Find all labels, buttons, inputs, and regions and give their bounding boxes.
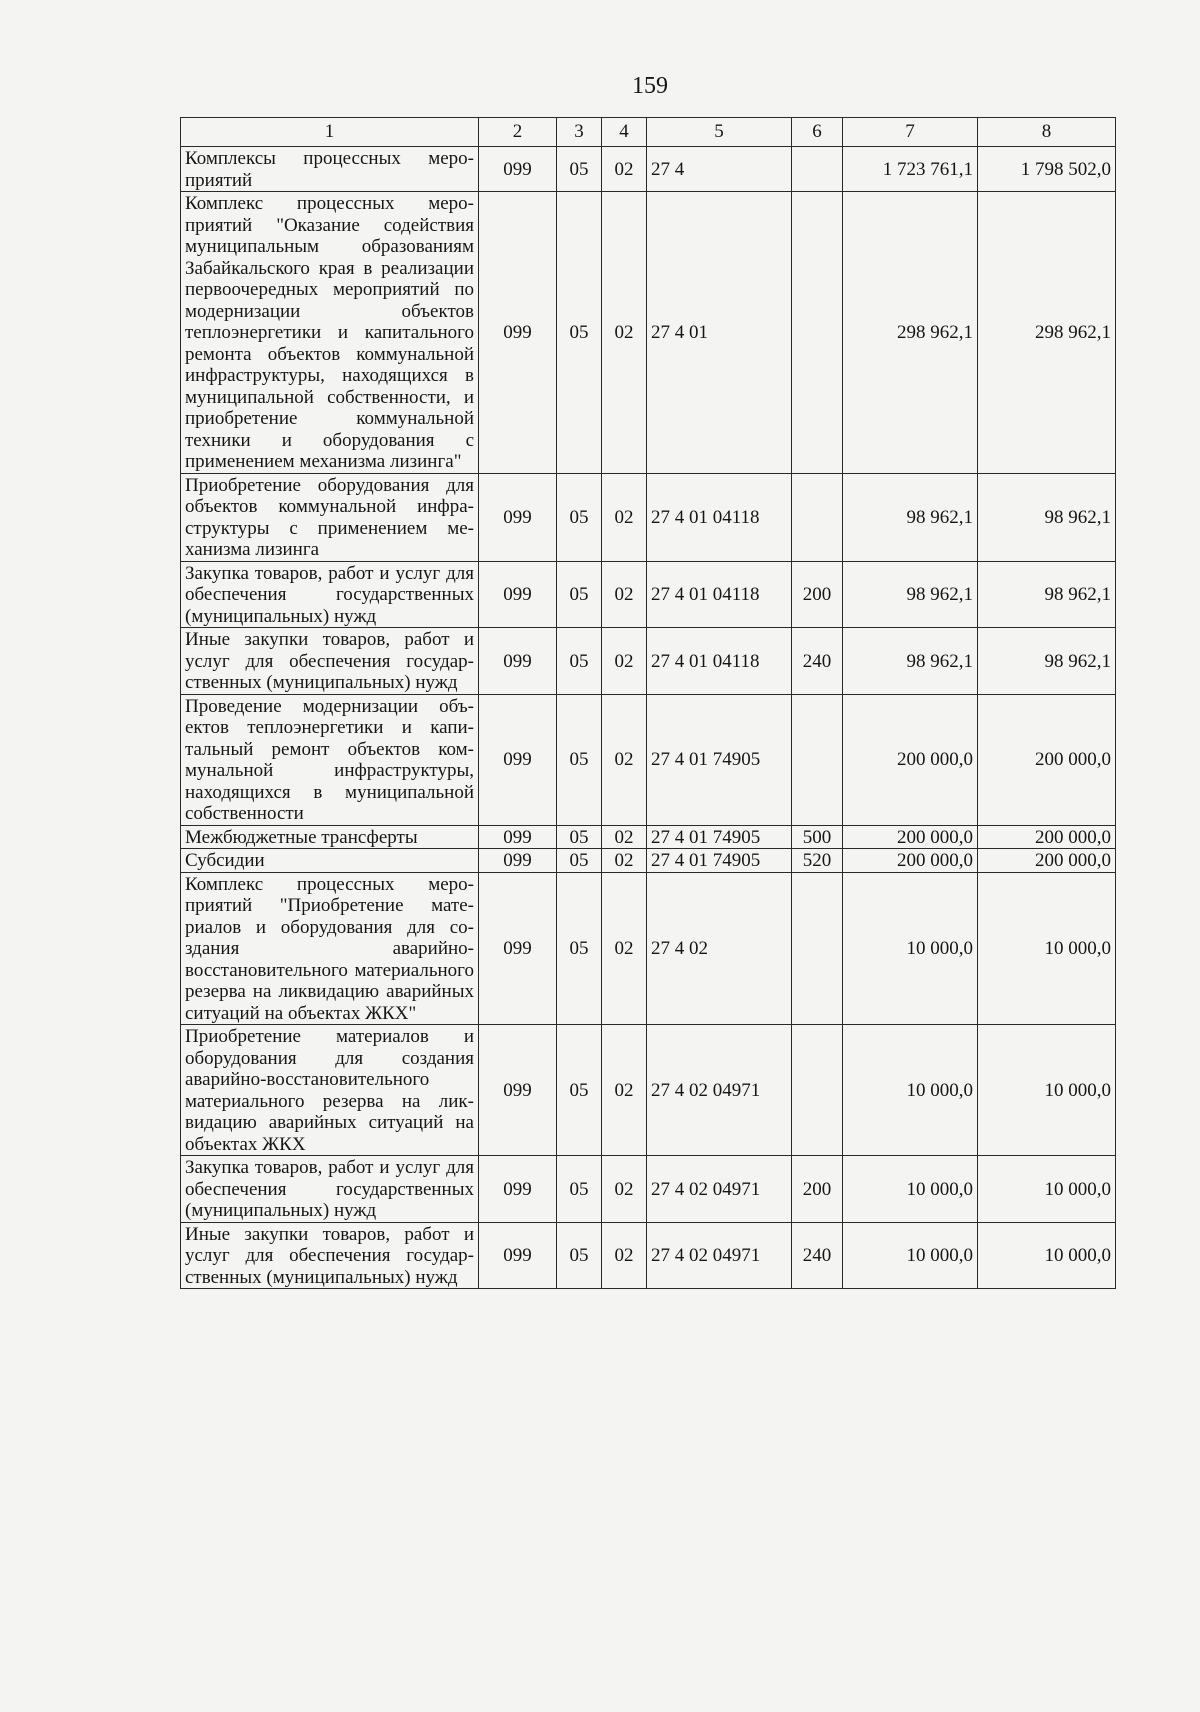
cell-admin-code: 099 bbox=[479, 628, 557, 695]
cell-expense-type bbox=[792, 192, 843, 474]
cell-section: 05 bbox=[557, 694, 602, 825]
header-cell: 5 bbox=[647, 118, 792, 147]
table-row bbox=[181, 872, 1116, 1025]
cell-expense-type: 520 bbox=[792, 849, 843, 873]
cell-subsection: 02 bbox=[602, 694, 647, 825]
cell-target-article: 27 4 01 04118 bbox=[647, 473, 792, 561]
cell-target-article: 27 4 02 04971 bbox=[647, 1156, 792, 1223]
table-row bbox=[181, 849, 1116, 873]
cell-expense-type bbox=[792, 473, 843, 561]
cell-target-article: 27 4 bbox=[647, 147, 792, 192]
table-row bbox=[181, 473, 1116, 561]
cell-admin-code: 099 bbox=[479, 694, 557, 825]
cell-subsection: 02 bbox=[602, 192, 647, 474]
cell-amount-col7: 10 000,0 bbox=[843, 872, 978, 1025]
budget-table bbox=[180, 117, 1116, 1289]
cell-admin-code: 099 bbox=[479, 147, 557, 192]
table-row bbox=[181, 694, 1116, 825]
cell-admin-code: 099 bbox=[479, 473, 557, 561]
cell-amount-col8: 1 798 502,0 bbox=[978, 147, 1116, 192]
cell-expense-type: 200 bbox=[792, 561, 843, 628]
cell-amount-col8: 10 000,0 bbox=[978, 872, 1116, 1025]
cell-amount-col7: 10 000,0 bbox=[843, 1156, 978, 1223]
row-name: Проведение модернизации объектов теплоэнергетики и капитальный ремонт объектов коммунальной инфраструктуры, находящихся в муниципальной собственности bbox=[181, 694, 479, 825]
cell-target-article: 27 4 01 74905 bbox=[647, 849, 792, 873]
cell-section: 05 bbox=[557, 1025, 602, 1156]
cell-expense-type bbox=[792, 1025, 843, 1156]
cell-subsection: 02 bbox=[602, 473, 647, 561]
row-name: Комплекс процессных мероприятий "Приобретение материалов и оборудования для создания аварийно-восстановительного материального резерва на ликвидацию аварийных ситуаций на объектах ЖКХ" bbox=[181, 872, 479, 1025]
cell-subsection: 02 bbox=[602, 147, 647, 192]
cell-target-article: 27 4 02 bbox=[647, 872, 792, 1025]
cell-amount-col7: 200 000,0 bbox=[843, 825, 978, 849]
row-name: Иные закупки товаров, работ и услуг для обеспечения государственных (муниципальных) нужд bbox=[181, 1222, 479, 1289]
cell-expense-type: 240 bbox=[792, 628, 843, 695]
table-row bbox=[181, 825, 1116, 849]
row-name: Приобретение материалов и оборудования для создания аварийно-восстановительного материального резерва на ликвидацию аварийных ситуаций на объектах ЖКХ bbox=[181, 1025, 479, 1156]
cell-admin-code: 099 bbox=[479, 1156, 557, 1223]
table-row bbox=[181, 1025, 1116, 1156]
cell-admin-code: 099 bbox=[479, 1222, 557, 1289]
cell-section: 05 bbox=[557, 561, 602, 628]
header-cell: 4 bbox=[602, 118, 647, 147]
cell-subsection: 02 bbox=[602, 1025, 647, 1156]
cell-expense-type: 200 bbox=[792, 1156, 843, 1223]
header-row bbox=[181, 118, 1116, 147]
table-row bbox=[181, 192, 1116, 474]
table-row bbox=[181, 1156, 1116, 1223]
cell-amount-col7: 10 000,0 bbox=[843, 1025, 978, 1156]
table-row bbox=[181, 628, 1116, 695]
cell-target-article: 27 4 01 74905 bbox=[647, 694, 792, 825]
cell-section: 05 bbox=[557, 1222, 602, 1289]
cell-expense-type bbox=[792, 694, 843, 825]
cell-amount-col8: 98 962,1 bbox=[978, 628, 1116, 695]
cell-target-article: 27 4 01 bbox=[647, 192, 792, 474]
cell-expense-type: 240 bbox=[792, 1222, 843, 1289]
cell-subsection: 02 bbox=[602, 561, 647, 628]
row-name: Иные закупки товаров, работ и услуг для обеспечения государственных (муниципальных) нужд bbox=[181, 628, 479, 695]
cell-subsection: 02 bbox=[602, 872, 647, 1025]
cell-section: 05 bbox=[557, 872, 602, 1025]
cell-target-article: 27 4 02 04971 bbox=[647, 1222, 792, 1289]
cell-amount-col8: 10 000,0 bbox=[978, 1025, 1116, 1156]
header-cell: 8 bbox=[978, 118, 1116, 147]
cell-subsection: 02 bbox=[602, 1222, 647, 1289]
cell-amount-col8: 98 962,1 bbox=[978, 473, 1116, 561]
cell-subsection: 02 bbox=[602, 849, 647, 873]
cell-section: 05 bbox=[557, 192, 602, 474]
table-row bbox=[181, 147, 1116, 192]
page-number: 159 bbox=[632, 73, 668, 99]
cell-target-article: 27 4 01 04118 bbox=[647, 628, 792, 695]
cell-amount-col7: 98 962,1 bbox=[843, 628, 978, 695]
cell-section: 05 bbox=[557, 849, 602, 873]
header-cell: 3 bbox=[557, 118, 602, 147]
cell-admin-code: 099 bbox=[479, 561, 557, 628]
row-name: Комплексы процессных мероприятий bbox=[181, 147, 479, 192]
header-cell: 7 bbox=[843, 118, 978, 147]
cell-target-article: 27 4 01 04118 bbox=[647, 561, 792, 628]
cell-amount-col8: 10 000,0 bbox=[978, 1156, 1116, 1223]
table-row bbox=[181, 1222, 1116, 1289]
cell-amount-col7: 200 000,0 bbox=[843, 694, 978, 825]
cell-section: 05 bbox=[557, 825, 602, 849]
cell-amount-col7: 1 723 761,1 bbox=[843, 147, 978, 192]
cell-amount-col7: 98 962,1 bbox=[843, 561, 978, 628]
cell-amount-col7: 10 000,0 bbox=[843, 1222, 978, 1289]
cell-amount-col7: 298 962,1 bbox=[843, 192, 978, 474]
cell-expense-type: 500 bbox=[792, 825, 843, 849]
row-name: Закупка товаров, работ и услуг для обеспечения государственных (муниципальных) нужд bbox=[181, 1156, 479, 1223]
table-row bbox=[181, 561, 1116, 628]
row-name: Межбюджетные трансферты bbox=[181, 825, 479, 849]
cell-amount-col8: 98 962,1 bbox=[978, 561, 1116, 628]
cell-section: 05 bbox=[557, 1156, 602, 1223]
cell-amount-col7: 98 962,1 bbox=[843, 473, 978, 561]
header-cell: 1 bbox=[181, 118, 479, 147]
cell-amount-col7: 200 000,0 bbox=[843, 849, 978, 873]
cell-section: 05 bbox=[557, 147, 602, 192]
row-name: Субсидии bbox=[181, 849, 479, 873]
cell-subsection: 02 bbox=[602, 628, 647, 695]
cell-amount-col8: 200 000,0 bbox=[978, 694, 1116, 825]
row-name: Комплекс процессных мероприятий "Оказание содействия муниципальным образованиям Забайкальского края в реализации первоочередных мероприятий по модернизации объектов теплоэнергетики и капитального ремонта объектов коммунальной инфраструктуры, находящихся в муниципальной собственности, и приобретение коммунальной техники и оборудования с применением механизма лизинга" bbox=[181, 192, 479, 474]
cell-amount-col8: 200 000,0 bbox=[978, 825, 1116, 849]
cell-amount-col8: 298 962,1 bbox=[978, 192, 1116, 474]
cell-admin-code: 099 bbox=[479, 849, 557, 873]
cell-section: 05 bbox=[557, 628, 602, 695]
row-name: Закупка товаров, работ и услуг для обеспечения государственных (муниципальных) нужд bbox=[181, 561, 479, 628]
cell-target-article: 27 4 01 74905 bbox=[647, 825, 792, 849]
cell-section: 05 bbox=[557, 473, 602, 561]
cell-subsection: 02 bbox=[602, 825, 647, 849]
cell-expense-type bbox=[792, 147, 843, 192]
cell-amount-col8: 10 000,0 bbox=[978, 1222, 1116, 1289]
cell-admin-code: 099 bbox=[479, 192, 557, 474]
cell-subsection: 02 bbox=[602, 1156, 647, 1223]
cell-admin-code: 099 bbox=[479, 825, 557, 849]
row-name: Приобретение оборудования для объектов коммунальной инфраструктуры с применением механизма лизинга bbox=[181, 473, 479, 561]
cell-admin-code: 099 bbox=[479, 1025, 557, 1156]
header-cell: 6 bbox=[792, 118, 843, 147]
cell-target-article: 27 4 02 04971 bbox=[647, 1025, 792, 1156]
cell-expense-type bbox=[792, 872, 843, 1025]
cell-amount-col8: 200 000,0 bbox=[978, 849, 1116, 873]
cell-admin-code: 099 bbox=[479, 872, 557, 1025]
header-cell: 2 bbox=[479, 118, 557, 147]
